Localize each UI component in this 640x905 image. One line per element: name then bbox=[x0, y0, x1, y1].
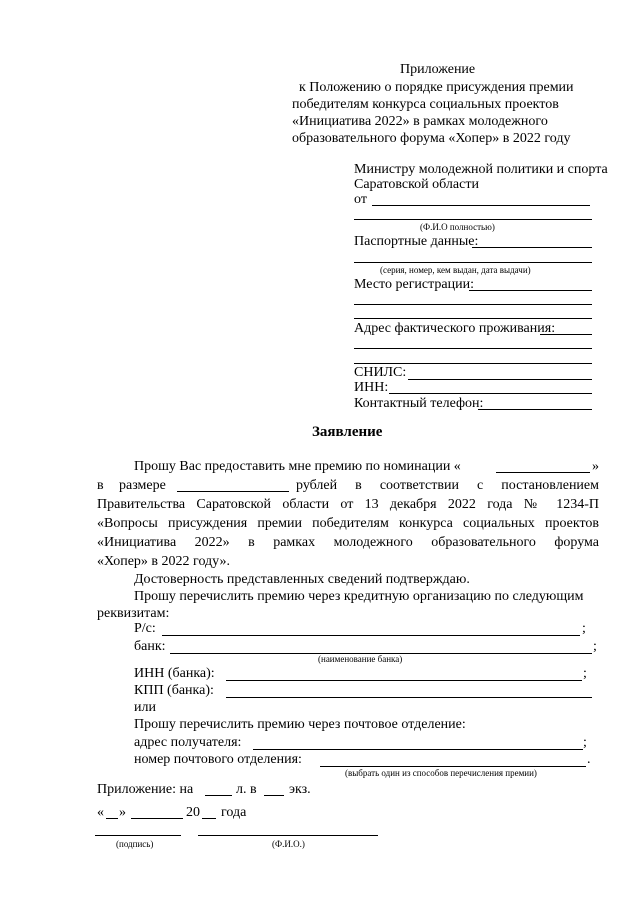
account-label: Р/с: bbox=[134, 621, 156, 636]
attach-c: экз. bbox=[289, 782, 311, 797]
date-open: « bbox=[97, 805, 104, 820]
passport-field[interactable] bbox=[472, 247, 592, 248]
p1-line1-b: » bbox=[592, 459, 599, 474]
phone-field[interactable] bbox=[478, 409, 592, 410]
p3-line2: реквизитам: bbox=[97, 606, 170, 621]
actual-address-field-2[interactable] bbox=[354, 348, 592, 349]
from-field[interactable] bbox=[372, 205, 590, 206]
registration-field[interactable] bbox=[469, 290, 592, 291]
bank-inn-label: ИНН (банка): bbox=[134, 666, 215, 681]
attach-a: Приложение: на bbox=[97, 782, 194, 797]
passport-hint: (серия, номер, кем выдан, дата выдачи) bbox=[380, 265, 531, 275]
day-field[interactable] bbox=[106, 818, 118, 819]
p1-line6: «Хопер» в 2022 году». bbox=[97, 554, 231, 569]
bank-semicolon: ; bbox=[593, 639, 597, 654]
header-line-2: победителям конкурса социальных проектов bbox=[292, 97, 559, 112]
header-line-1: к Положению о порядке присуждения премии bbox=[299, 80, 574, 95]
from-field-2[interactable] bbox=[354, 219, 592, 220]
p1-line2-c: рублей в соответствии с постановлением bbox=[296, 478, 599, 493]
fio-hint: (Ф.И.О полностью) bbox=[420, 222, 495, 232]
nomination-field[interactable] bbox=[496, 472, 590, 473]
p1-line3: Правительства Саратовской области от 13 декабря 2022 года № 1234-П bbox=[97, 497, 599, 512]
copies-field[interactable] bbox=[264, 795, 284, 796]
actual-address-field-3[interactable] bbox=[354, 363, 592, 364]
passport-field-2[interactable] bbox=[354, 262, 592, 263]
addressee-line-1: Министру молодежной политики и спорта bbox=[354, 162, 608, 177]
year-suffix: года bbox=[221, 805, 247, 820]
p1-line4: «Вопросы присуждения премии победителям конкурса социальных проектов bbox=[97, 516, 599, 531]
p2: Достоверность представленных сведений подтверждаю. bbox=[134, 572, 470, 587]
actual-address-field[interactable] bbox=[540, 334, 592, 335]
bank-kpp-field[interactable] bbox=[226, 697, 592, 698]
attach-b: л. в bbox=[236, 782, 257, 797]
from-label: от bbox=[354, 192, 367, 207]
p1-line2-a: в bbox=[97, 478, 104, 493]
bank-kpp-label: КПП (банка): bbox=[134, 683, 214, 698]
account-field[interactable] bbox=[162, 635, 580, 636]
signature-field[interactable] bbox=[95, 835, 181, 836]
post-office-label: номер почтового отделения: bbox=[134, 752, 302, 767]
registration-label: Место регистрации: bbox=[354, 277, 475, 292]
recipient-label: адрес получателя: bbox=[134, 735, 242, 750]
recipient-field[interactable] bbox=[253, 749, 583, 750]
bank-hint: (наименование банка) bbox=[318, 654, 403, 664]
amount-field[interactable] bbox=[177, 491, 289, 492]
statement-heading: Заявление bbox=[312, 424, 383, 440]
signer-fio-field[interactable] bbox=[198, 835, 378, 836]
date-close: » bbox=[119, 805, 126, 820]
recipient-semicolon: ; bbox=[583, 735, 587, 750]
sheets-field[interactable] bbox=[205, 795, 232, 796]
phone-label: Контактный телефон: bbox=[354, 396, 484, 411]
bank-label: банк: bbox=[134, 639, 166, 654]
snils-label: СНИЛС: bbox=[354, 365, 407, 380]
registration-field-2[interactable] bbox=[354, 304, 592, 305]
post-line: Прошу перечислить премию через почтовое отделение: bbox=[134, 717, 466, 732]
post-office-period: . bbox=[587, 752, 591, 767]
addressee-line-2: Саратовской области bbox=[354, 177, 479, 192]
month-field[interactable] bbox=[131, 818, 183, 819]
actual-address-label: Адрес фактического проживания: bbox=[354, 321, 556, 336]
registration-field-3[interactable] bbox=[354, 318, 592, 319]
year-field[interactable] bbox=[202, 818, 216, 819]
post-office-field[interactable] bbox=[320, 766, 586, 767]
p1-line1-a: Прошу Вас предоставить мне премию по номинации « bbox=[134, 459, 461, 474]
bank-inn-field[interactable] bbox=[226, 680, 582, 681]
year-prefix: 20 bbox=[186, 805, 200, 820]
passport-label: Паспортные данные: bbox=[354, 234, 479, 249]
p1-line5: «Инициатива 2022» в рамках молодежного образовательного форума bbox=[97, 535, 599, 550]
or-label: или bbox=[134, 700, 156, 715]
inn-field[interactable] bbox=[389, 393, 592, 394]
snils-field[interactable] bbox=[408, 379, 592, 380]
header-line-4: образовательного форума «Хопер» в 2022 году bbox=[292, 131, 571, 146]
choose-hint: (выбрать один из способов перечисления премии) bbox=[345, 768, 537, 778]
account-semicolon: ; bbox=[582, 621, 586, 636]
header-line-3: «Инициатива 2022» в рамках молодежного bbox=[292, 114, 548, 129]
appendix-title: Приложение bbox=[400, 62, 476, 77]
p3-line1: Прошу перечислить премию через кредитную организацию по следующим bbox=[134, 589, 584, 604]
p1-line2-b: размере bbox=[119, 478, 166, 493]
bank-inn-semicolon: ; bbox=[583, 666, 587, 681]
inn-label: ИНН: bbox=[354, 380, 389, 395]
signer-fio-hint: (Ф.И.О.) bbox=[272, 839, 305, 849]
signature-hint: (подпись) bbox=[116, 839, 154, 849]
